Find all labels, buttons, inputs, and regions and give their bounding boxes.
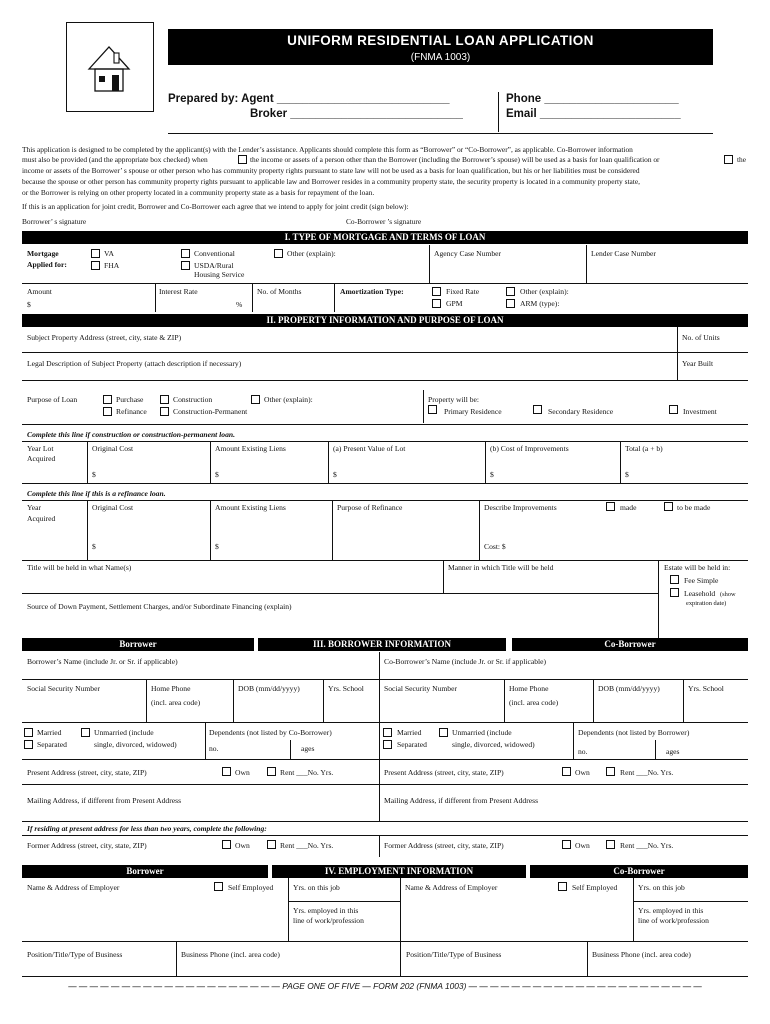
source-of-down-payment[interactable]: Source of Down Payment, Settlement Charges, and/or Subordinate Financing (explain) <box>27 602 292 611</box>
borrower-business-phone[interactable]: Business Phone (incl. area code) <box>181 950 280 959</box>
section-3-header: III. BORROWER INFORMATION <box>258 638 506 651</box>
checkbox-va[interactable] <box>91 249 100 258</box>
title-held-names[interactable]: Title will be held in what Name(s) <box>27 563 132 572</box>
construction-liens-dollar: $ <box>215 470 219 479</box>
coborrower-present-address[interactable]: Present Address (street, city, state, ZIP) <box>384 768 504 777</box>
section-3-borrower-label: Borrower <box>22 638 254 651</box>
borrower-dob[interactable]: DOB (mm/dd/yyyy) <box>238 684 300 693</box>
label-housing-service: Housing Service <box>194 270 245 279</box>
label-estate-held-in: Estate will be held in: <box>664 563 731 572</box>
coborrower-ssn[interactable]: Social Security Number <box>384 684 457 693</box>
checkbox-investment[interactable] <box>669 405 678 414</box>
refinance-line-heading: Complete this line if this is a refinance loan. <box>27 489 166 498</box>
label-c-married: Married <box>397 728 422 737</box>
intro-line-2b: the income or assets of a person other than the Borrower (including the Borrower’s spouse) will be used as a basis for loan qualification or <box>250 155 660 164</box>
label-construction-permanent: Construction-Permanent <box>173 407 248 416</box>
section-3-coborrower-label: Co-Borrower <box>512 638 748 651</box>
label-purpose-of-loan: Purpose of Loan <box>27 395 78 404</box>
section-1-header: I. TYPE OF MORTGAGE AND TERMS OF LOAN <box>22 231 748 244</box>
coborrower-home-phone[interactable]: Home Phone <box>509 684 549 693</box>
label-b-rent: Rent ___No. Yrs. <box>280 768 334 777</box>
label-fixed-rate: Fixed Rate <box>446 287 480 296</box>
label-to-be-made: to be made <box>677 503 711 512</box>
checkbox-fee-simple[interactable] <box>670 575 679 584</box>
present-value-dollar: $ <box>333 470 337 479</box>
checkbox-gpm[interactable] <box>432 299 441 308</box>
label-c-self-employed: Self Employed <box>572 883 618 892</box>
page-footer: — — — — — — — — — — — — — — — — — — — — PAGE ONE OF FIVE — FORM 202 (FNMA 1003) — — — — — — — — — — — — — — — — — — — — — — <box>68 982 702 991</box>
coborrower-former-address[interactable]: Former Address (street, city, state, ZIP) <box>384 841 504 850</box>
label-construction: Construction <box>173 395 213 404</box>
label-gpm: GPM <box>446 299 463 308</box>
construction-existing-liens[interactable]: Amount Existing Liens <box>215 444 286 453</box>
checkbox-secondary-residence[interactable] <box>533 405 542 414</box>
coborrower-yrs-employed-2: line of work/profession <box>638 916 709 925</box>
checkbox-b-self-employed[interactable] <box>214 882 223 891</box>
prepared-by-agent[interactable]: Prepared by: Agent ___________________________ <box>168 93 450 105</box>
legal-description[interactable]: Legal Description of Subject Property (attach description if necessary) <box>27 359 242 368</box>
borrower-yrs-employed-1[interactable]: Yrs. employed in this <box>293 906 359 915</box>
checkbox-b-separated[interactable] <box>24 740 33 749</box>
page-title: UNIFORM RESIDENTIAL LOAN APPLICATION <box>287 33 594 48</box>
label-investment: Investment <box>683 407 717 416</box>
borrower-phone-area: (incl. area code) <box>151 698 201 707</box>
checkbox-spouse-liabilities[interactable] <box>724 155 733 164</box>
borrower-employer[interactable]: Name & Address of Employer <box>27 883 120 892</box>
checkbox-c-unmarried[interactable] <box>439 728 448 737</box>
borrower-yrs-employed-2: line of work/profession <box>293 916 364 925</box>
checkbox-other-mortgage[interactable] <box>274 249 283 258</box>
coborrower-signature[interactable]: Co-Borrower ’s signature <box>346 217 422 226</box>
label-b-unmarried: Unmarried (include <box>94 728 154 737</box>
label-c-own: Own <box>575 768 590 777</box>
section-2-header: II. PROPERTY INFORMATION AND PURPOSE OF LOAN <box>22 314 748 327</box>
amount-field[interactable]: Amount <box>27 287 52 296</box>
checkbox-b-unmarried[interactable] <box>81 728 90 737</box>
label-c-former-own: Own <box>575 841 590 850</box>
intro-line-2c: the <box>737 155 747 164</box>
refinance-liens-dollar: $ <box>215 542 219 551</box>
months-field[interactable]: No. of Months <box>257 287 302 296</box>
intro-line-1: This application is designed to be completed by the applicant(s) with the Lender’s assistance. Applicants should complete this form as “Borrower” or “Co-Borrower”, as applicable. Co-Borrower information <box>22 145 633 154</box>
page-subtitle: (FNMA 1003) <box>410 52 471 63</box>
label-property-will-be: Property will be: <box>428 395 480 404</box>
label-conventional: Conventional <box>194 249 235 258</box>
intro-joint-credit: If this is an application for joint credit, Borrower and Co-Borrower each agree that we intend to apply for joint credit (sign below): <box>22 202 409 211</box>
coborrower-business-phone[interactable]: Business Phone (incl. area code) <box>592 950 691 959</box>
checkbox-made[interactable] <box>606 502 615 511</box>
checkbox-c-self-employed[interactable] <box>558 882 567 891</box>
label-fha: FHA <box>104 261 120 270</box>
section-4-coborrower-label: Co-Borrower <box>530 865 748 878</box>
checkbox-conventional[interactable] <box>181 249 190 258</box>
label-show: (show <box>720 591 736 598</box>
checkbox-b-own[interactable] <box>222 767 231 776</box>
refinance-cost-dollar: $ <box>92 542 96 551</box>
label-mortgage: Mortgage <box>27 249 59 258</box>
borrower-home-phone[interactable]: Home Phone <box>151 684 191 693</box>
construction-original-cost[interactable]: Original Cost <box>92 444 134 453</box>
label-c-former-rent: Rent ___No. Yrs. <box>620 841 674 850</box>
construction-cost-dollar: $ <box>92 470 96 479</box>
interest-rate-field[interactable]: Interest Rate <box>159 287 198 296</box>
label-secondary-residence: Secondary Residence <box>548 407 614 416</box>
checkbox-purchase[interactable] <box>103 395 112 404</box>
label-expiration-date: expiration date) <box>686 600 727 607</box>
checkbox-c-married[interactable] <box>383 728 392 737</box>
checkbox-arm[interactable] <box>506 299 515 308</box>
borrower-ssn[interactable]: Social Security Number <box>27 684 100 693</box>
section-4-header: IV. EMPLOYMENT INFORMATION <box>272 865 526 878</box>
borrower-present-address[interactable]: Present Address (street, city, state, ZIP) <box>27 768 147 777</box>
label-b-separated: Separated <box>37 740 67 749</box>
label-other-amort: Other (explain): <box>520 287 569 296</box>
amount-dollar: $ <box>27 300 31 309</box>
checkbox-c-own[interactable] <box>562 767 571 776</box>
borrower-position[interactable]: Position/Title/Type of Business <box>27 950 123 959</box>
present-value-of-lot[interactable]: (a) Present Value of Lot <box>333 444 406 453</box>
label-year-lot: Year Lot <box>27 444 54 453</box>
manner-title-held[interactable]: Manner in which Title will be held <box>448 563 554 572</box>
label-year: Year <box>27 503 41 512</box>
coborrower-yrs-school[interactable]: Yrs. School <box>688 684 724 693</box>
coborrower-phone-area: (incl. area code) <box>509 698 559 707</box>
label-leasehold: Leasehold <box>684 589 716 598</box>
checkbox-c-former-rent[interactable] <box>606 840 615 849</box>
label-primary-residence: Primary Residence <box>444 407 502 416</box>
coborrower-position[interactable]: Position/Title/Type of Business <box>406 950 502 959</box>
checkbox-other-amort[interactable] <box>506 287 515 296</box>
label-refinance: Refinance <box>116 407 147 416</box>
checkbox-construction[interactable] <box>160 395 169 404</box>
coborrower-yrs-employed-1[interactable]: Yrs. employed in this <box>638 906 704 915</box>
label-other-mortgage: Other (explain): <box>287 249 336 258</box>
purpose-of-refinance[interactable]: Purpose of Refinance <box>337 503 403 512</box>
checkbox-usda[interactable] <box>181 261 190 270</box>
label-b-married: Married <box>37 728 62 737</box>
checkbox-b-rent[interactable] <box>267 767 276 776</box>
agency-case-number[interactable]: Agency Case Number <box>434 249 502 258</box>
borrower-former-address[interactable]: Former Address (street, city, state, ZIP) <box>27 841 147 850</box>
label-c-dependents-no: no. <box>578 747 588 756</box>
phone-field[interactable]: Phone _____________________ <box>506 93 679 105</box>
label-applied-for: Applied for: <box>27 260 67 269</box>
cost-of-improvements[interactable]: (b) Cost of Improvements <box>490 444 569 453</box>
coborrower-dob[interactable]: DOB (mm/dd/yyyy) <box>598 684 660 693</box>
checkbox-fha[interactable] <box>91 261 100 270</box>
label-acquired-ref: Acquired <box>27 514 56 523</box>
checkbox-c-separated[interactable] <box>383 740 392 749</box>
label-b-dependents-no: no. <box>209 744 219 753</box>
label-amortization: Amortization Type: <box>340 287 404 296</box>
coborrower-dependents[interactable]: Dependents (not listed by Borrower) <box>578 728 690 737</box>
total-a-plus-b[interactable]: Total (a + b) <box>625 444 663 453</box>
number-of-units[interactable]: No. of Units <box>682 333 720 342</box>
checkbox-primary-residence[interactable] <box>428 405 437 414</box>
checkbox-construction-permanent[interactable] <box>160 407 169 416</box>
checkbox-c-former-own[interactable] <box>562 840 571 849</box>
label-made: made <box>620 503 637 512</box>
checkbox-c-rent[interactable] <box>606 767 615 776</box>
checkbox-refinance[interactable] <box>103 407 112 416</box>
checkbox-coborrower-income[interactable] <box>238 155 247 164</box>
label-fee-simple: Fee Simple <box>684 576 719 585</box>
label-c-separated: Separated <box>397 740 427 749</box>
intro-line-2a: must also be provided (and the appropriate box checked) when <box>22 155 208 164</box>
label-b-self-employed: Self Employed <box>228 883 274 892</box>
two-years-instruction: If residing at present address for less than two years, complete the following: <box>27 824 267 833</box>
logo-box <box>66 22 154 112</box>
coborrower-name[interactable]: Co-Borrower’s Name (include Jr. or Sr. if applicable) <box>384 657 547 666</box>
label-arm: ARM (type): <box>520 299 560 308</box>
lender-case-number[interactable]: Lender Case Number <box>591 249 656 258</box>
label-c-dependents-ages: ages <box>666 747 680 756</box>
interest-rate-pct: % <box>236 300 243 309</box>
checkbox-fixed-rate[interactable] <box>432 287 441 296</box>
borrower-mailing-address[interactable]: Mailing Address, if different from Present Address <box>27 796 182 805</box>
email-field[interactable]: Email ______________________ <box>506 108 681 120</box>
checkbox-b-married[interactable] <box>24 728 33 737</box>
coborrower-mailing-address[interactable]: Mailing Address, if different from Present Address <box>384 796 539 805</box>
label-b-dependents-ages: ages <box>301 744 315 753</box>
checkbox-leasehold[interactable] <box>670 588 679 597</box>
label-usda: USDA/Rural <box>194 261 234 270</box>
intro-line-3: income or assets of the Borrower’ s spouse or other person who has community property rights pursuant to state law will not be used as a basis for loan qualification, but his or her liabilities must be considered <box>22 166 640 175</box>
borrower-yrs-on-job[interactable]: Yrs. on this job <box>293 883 340 892</box>
improvements-dollar: $ <box>490 470 494 479</box>
borrower-yrs-school[interactable]: Yrs. School <box>328 684 364 693</box>
label-c-rent: Rent ___No. Yrs. <box>620 768 674 777</box>
label-b-own: Own <box>235 768 250 777</box>
label-va: VA <box>104 249 114 258</box>
house-icon <box>67 23 153 111</box>
checkbox-other-purpose[interactable] <box>251 395 260 404</box>
label-purchase: Purchase <box>116 395 144 404</box>
coborrower-yrs-on-job[interactable]: Yrs. on this job <box>638 883 685 892</box>
construction-line-heading: Complete this line if construction or construction-permanent loan. <box>27 430 236 439</box>
label-c-single: single, divorced, widowed) <box>452 740 535 749</box>
label-other-purpose: Other (explain): <box>264 395 313 404</box>
year-built[interactable]: Year Built <box>682 359 714 368</box>
subject-property-address[interactable]: Subject Property Address (street, city, state & ZIP) <box>27 333 182 342</box>
label-b-single: single, divorced, widowed) <box>94 740 177 749</box>
label-b-former-own: Own <box>235 841 250 850</box>
coborrower-employer[interactable]: Name & Address of Employer <box>405 883 498 892</box>
label-b-former-rent: Rent ___No. Yrs. <box>280 841 334 850</box>
improvements-cost[interactable]: Cost: $ <box>484 542 506 551</box>
borrower-name[interactable]: Borrower’s Name (include Jr. or Sr. if applicable) <box>27 657 178 666</box>
borrower-dependents[interactable]: Dependents (not listed by Co-Borrower) <box>209 728 332 737</box>
label-acquired: Acquired <box>27 454 56 463</box>
borrower-signature[interactable]: Borrower’ s signature <box>22 217 87 226</box>
checkbox-b-former-own[interactable] <box>222 840 231 849</box>
total-dollar: $ <box>625 470 629 479</box>
intro-line-5: or the Borrower is relying on other property located in a community property state as a basis for repayment of the loan. <box>22 188 375 197</box>
checkbox-to-be-made[interactable] <box>664 502 673 511</box>
refinance-original-cost[interactable]: Original Cost <box>92 503 134 512</box>
intro-line-4: because the spouse or other person has community property rights pursuant to applicable law and Borrower resides in a community property state, the security property is located in a community property state, <box>22 177 640 186</box>
label-c-unmarried: Unmarried (include <box>452 728 512 737</box>
checkbox-b-former-rent[interactable] <box>267 840 276 849</box>
section-4-borrower-label: Borrower <box>22 865 268 878</box>
prepared-by-broker[interactable]: Broker ___________________________ <box>250 108 463 120</box>
refinance-existing-liens[interactable]: Amount Existing Liens <box>215 503 286 512</box>
describe-improvements[interactable]: Describe Improvements <box>484 503 557 512</box>
